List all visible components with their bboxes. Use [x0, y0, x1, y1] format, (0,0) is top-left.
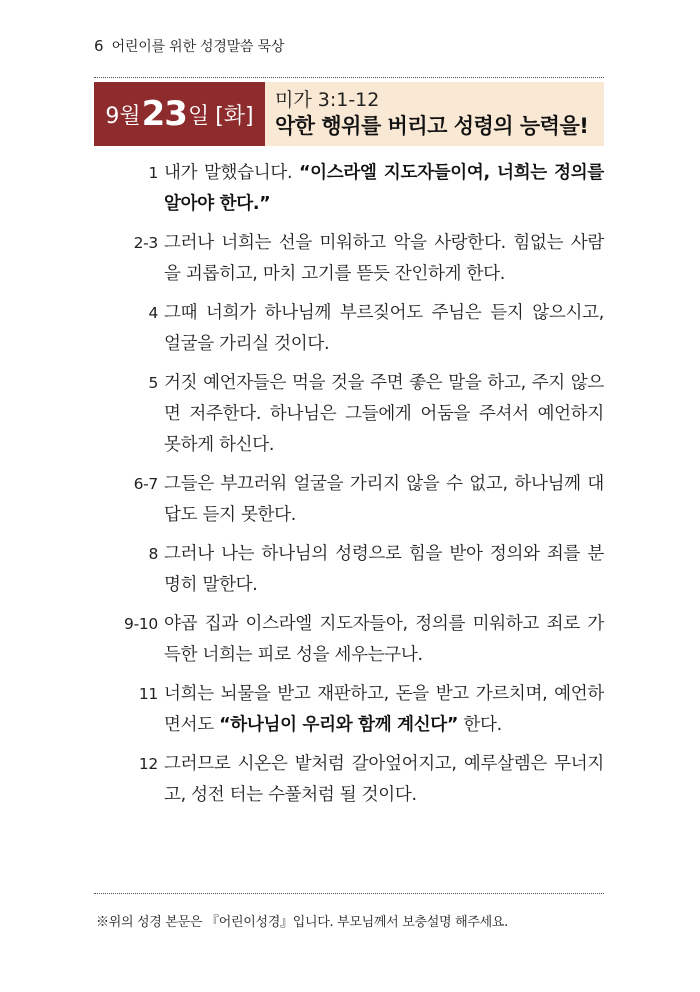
verse-number: 9-10 [124, 615, 158, 633]
verse [94, 469, 604, 531]
verse-emphasis: “하나님이 우리와 함께 계신다” [219, 715, 459, 735]
devotion-banner [94, 82, 604, 146]
top-divider [94, 77, 604, 78]
verse-text [164, 158, 604, 220]
verse-text [164, 469, 604, 531]
verse-text-run: 그때 너희가 하나님께 부르짖어도 주님은 듣지 않으시고, 얼굴을 가리실 것이다. [164, 303, 604, 354]
verse [94, 158, 604, 220]
scripture-reference: 미가 3:1-12 [275, 89, 380, 111]
date-month: 9월 [105, 103, 141, 129]
verse-text [164, 368, 604, 461]
verse [94, 368, 604, 461]
date-weekday: [화] [215, 103, 254, 129]
verse-text [164, 228, 604, 290]
verse-text-run: 거짓 예언자들은 먹을 것을 주면 좋은 말을 하고, 주지 않으면 저주한다. 하나님은 그들에게 어둠을 주셔서 예언하지 못하게 하신다. [164, 373, 604, 455]
verse-number: 11 [138, 685, 158, 703]
verse-emphasis: “이스라엘 지도자들이여, 너희는 정의를 알아야 한다.” [164, 163, 604, 214]
verse [94, 609, 604, 671]
verse-number: 1 [148, 164, 158, 182]
verse-number: 4 [148, 304, 158, 322]
verse-number: 5 [148, 374, 158, 392]
devotion-title: 악한 행위를 버리고 성령의 능력을! [275, 114, 589, 138]
date-day: 23 [141, 94, 187, 134]
verse-text [164, 298, 604, 360]
date-box [94, 82, 265, 146]
running-header [94, 36, 284, 56]
verse-number: 8 [148, 545, 158, 563]
verse-text-run: 내가 말했습니다. [164, 163, 299, 183]
verse-text [164, 609, 604, 671]
verse-text-run: 그들은 부끄러워 얼굴을 가리지 않을 수 없고, 하나님께 대답도 듣지 못한다. [164, 474, 604, 525]
book-title: 어린이를 위한 성경말씀 묵상 [111, 39, 285, 55]
verse-text-run: 너희는 뇌물을 받고 재판하고, 돈을 받고 가르치며, 예언하면서도 [164, 684, 604, 735]
verse-text-run: 야곱 집과 이스라엘 지도자들아, 정의를 미워하고 죄로 가득한 너희는 피로 성을 세우는구나. [164, 614, 604, 665]
verse-text-run: 그러나 나는 하나님의 성령으로 힘을 받아 정의와 죄를 분명히 말한다. [164, 544, 604, 595]
verse-text-run: 그러나 너희는 선을 미워하고 악을 사랑한다. 힘없는 사람을 괴롭히고, 마치 고기를 뜯듯 잔인하게 한다. [164, 233, 604, 284]
verse [94, 749, 604, 811]
verse-text-run: 한다. [458, 715, 502, 735]
date-day-suffix: 일 [187, 103, 210, 129]
verse-text-run: 그러므로 시온은 밭처럼 갈아엎어지고, 예루살렘은 무너지고, 성전 터는 수풀처럼 될 것이다. [164, 754, 604, 805]
verse [94, 298, 604, 360]
verse [94, 679, 604, 741]
verse-text [164, 749, 604, 811]
verse-number: 12 [138, 755, 158, 773]
bottom-divider [94, 893, 604, 894]
verse [94, 228, 604, 290]
verse-number: 2-3 [133, 234, 158, 252]
title-box [265, 82, 604, 146]
footnote: ※위의 성경 본문은 『어린이성경』입니다. 부모님께서 보충설명 해주세요. [96, 915, 508, 930]
page-number: 6 [94, 37, 104, 55]
verse-list [94, 158, 604, 819]
verse [94, 539, 604, 601]
verse-text [164, 539, 604, 601]
verse-number: 6-7 [133, 475, 158, 493]
verse-text [164, 679, 604, 741]
